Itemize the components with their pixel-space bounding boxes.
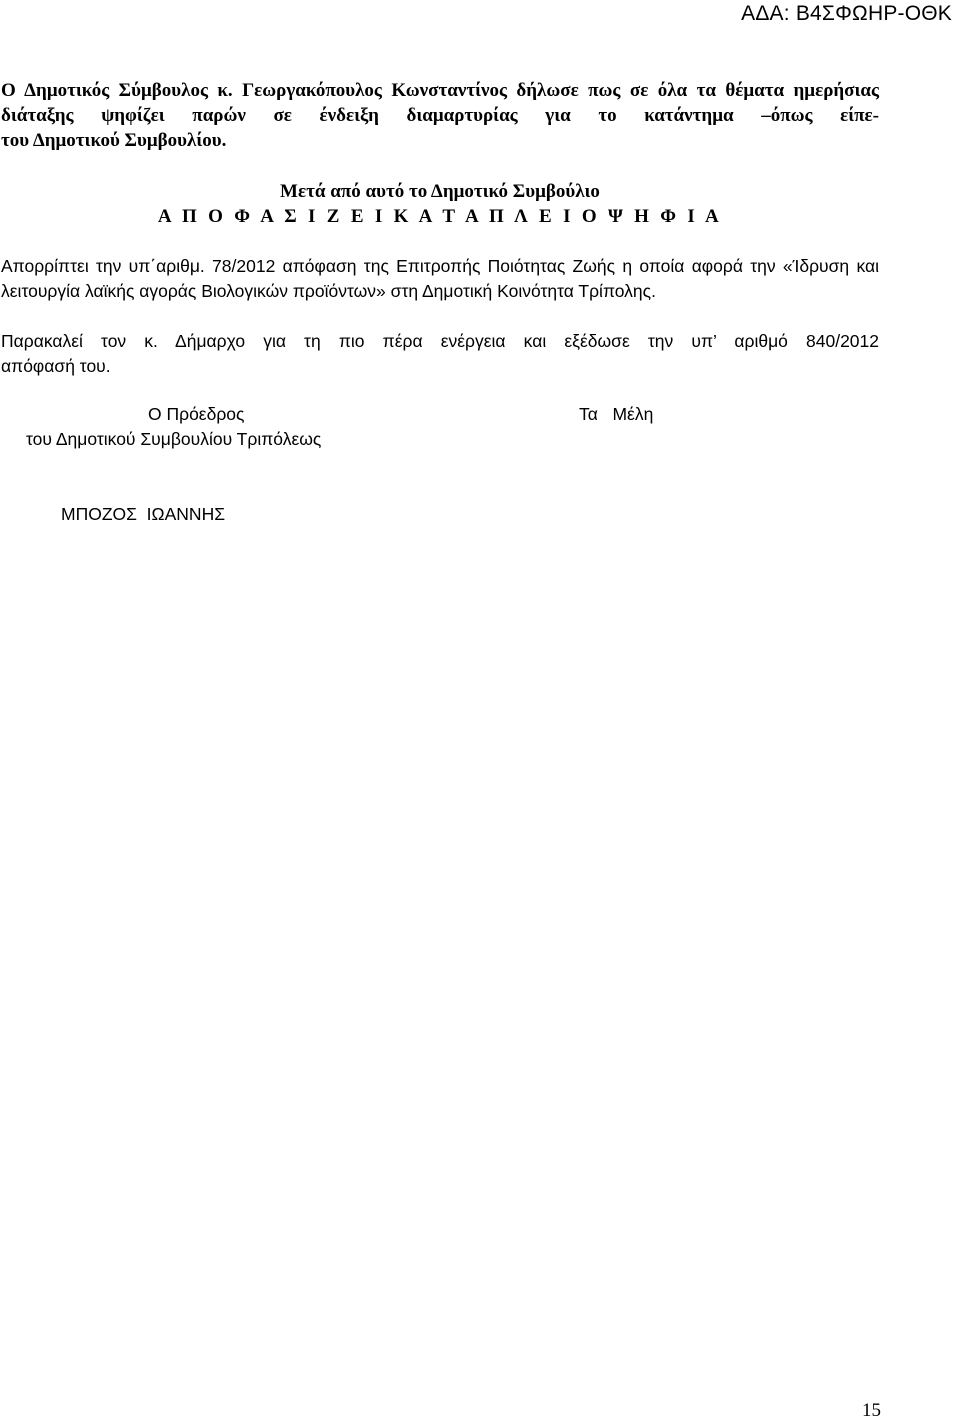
intro-text-last: του Δημοτικού Συμβουλίου. <box>1 130 227 151</box>
decision-heading-line1: Μετά από αυτό το Δημοτικό Συμβούλιο <box>280 181 600 202</box>
ada-code: ΑΔΑ: Β4ΣΦΩΗΡ-ΟΘΚ <box>741 2 952 25</box>
intro-paragraph <box>1 78 879 153</box>
request-line1: Παρακαλεί τον κ. Δήμαρχο για τη πιο πέρα ενέργεια και εξέδωσε την υπ’ αριθμό 840/2012 <box>1 331 879 351</box>
request-line2: απόφασή του. <box>1 356 111 376</box>
members-title: Τα Μέλη <box>579 404 654 424</box>
request-paragraph <box>1 329 879 379</box>
president-org: του Δημοτικού Συμβουλίου Τριπόλεως <box>26 429 322 449</box>
president-name: ΜΠΟΖΟΣ ΙΩΑΝΝΗΣ <box>61 504 226 524</box>
decision-paragraph: Απορρίπτει την υπ΄αριθμ. 78/2012 απόφαση της Επιτροπής Ποιότητας Ζωής η οποία αφορά την «Ίδρυση και λειτουργία λαϊκής αγοράς Βιολογικών προϊόντων» στη Δημοτική Κοινότητα Τρίπολης. <box>1 256 879 301</box>
decision-heading-line2: Α Π Ο Φ Α Σ Ι Ζ Ε Ι Κ Α Τ Α Π Λ Ε Ι Ο Ψ Η Φ Ι Α <box>157 206 723 227</box>
page-number: 15 <box>862 1400 881 1421</box>
president-title: Ο Πρόεδρος <box>148 404 245 424</box>
intro-text: Ο Δημοτικός Σύμβουλος κ. Γεωργακόπουλος Κωνσταντίνος δήλωσε πως σε όλα τα θέματα ημερήσιας διάταξης ψηφίζει παρών σε ένδειξη διαμαρτυρίας για το κατάντημα –όπως είπε- <box>1 80 879 126</box>
